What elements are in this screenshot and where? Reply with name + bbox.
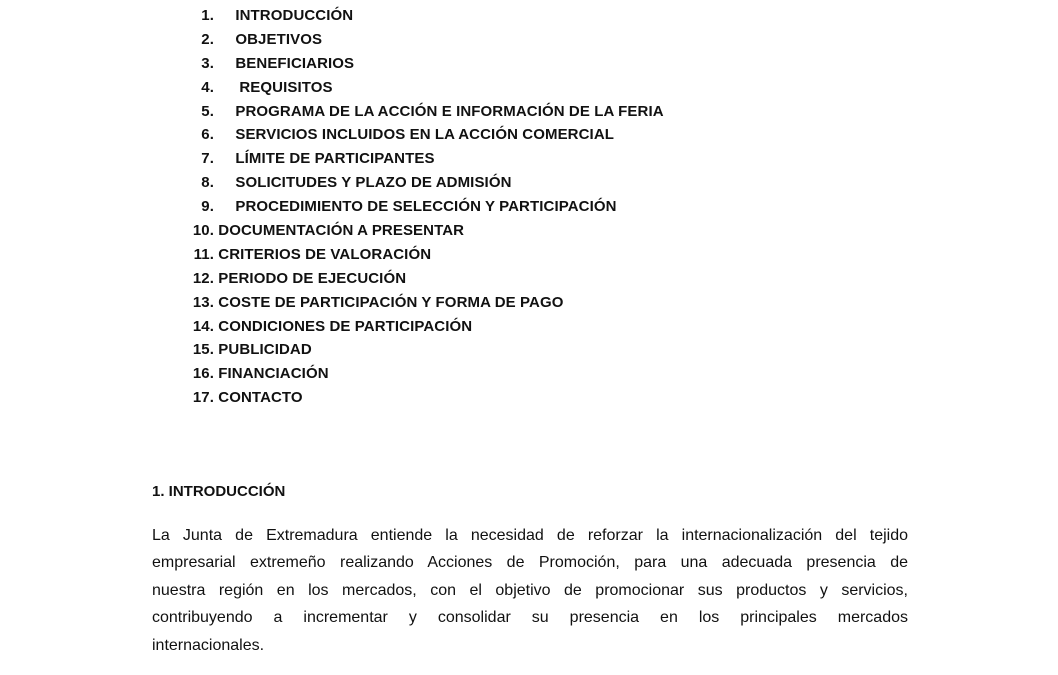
toc-item bbox=[152, 195, 664, 219]
toc-item bbox=[152, 147, 664, 171]
paragraph-line: internacionales. bbox=[152, 636, 265, 654]
toc-item-number: 5. bbox=[201, 102, 214, 120]
paragraph-line: nuestra región en los mercados, con el objetivo de promocionar sus productos y servicios, bbox=[152, 581, 908, 599]
toc-item bbox=[152, 219, 664, 243]
toc-item bbox=[152, 338, 664, 362]
toc-item-number: 7. bbox=[201, 150, 214, 168]
toc-item-label: BENEFICIARIOS bbox=[235, 54, 355, 72]
intro-paragraph bbox=[152, 522, 908, 659]
toc-item bbox=[152, 267, 664, 291]
toc-item-number: 12. bbox=[192, 269, 214, 287]
toc-item-number: 4. bbox=[201, 78, 214, 96]
toc-item bbox=[152, 362, 664, 386]
toc-item-number: 6. bbox=[201, 126, 214, 144]
toc-item-number: 9. bbox=[201, 198, 214, 216]
toc-item bbox=[152, 123, 664, 147]
toc-item bbox=[152, 386, 664, 410]
table-of-contents bbox=[152, 4, 664, 410]
toc-item bbox=[152, 100, 664, 124]
toc-item-label: INTRODUCCIÓN bbox=[235, 7, 354, 24]
toc-item-label: CONTACTO bbox=[218, 389, 303, 407]
toc-item-label: COSTE DE PARTICIPACIÓN Y FORMA DE PAGO bbox=[218, 293, 564, 311]
toc-item-label: SOLICITUDES Y PLAZO DE ADMISIÓN bbox=[235, 174, 512, 192]
toc-item-number: 16. bbox=[192, 365, 214, 383]
toc-item bbox=[152, 76, 664, 100]
toc-item-label: FINANCIACIÓN bbox=[218, 365, 329, 383]
toc-item-label: DOCUMENTACIÓN A PRESENTAR bbox=[218, 222, 465, 240]
toc-item-number: 3. bbox=[201, 54, 214, 72]
toc-item-number: 13. bbox=[192, 293, 214, 311]
toc-item-label: OBJETIVOS bbox=[235, 30, 323, 48]
toc-item-number: 11. bbox=[193, 245, 214, 263]
toc-item-label: PERIODO DE EJECUCIÓN bbox=[218, 269, 407, 287]
toc-item-label: CRITERIOS DE VALORACIÓN bbox=[218, 245, 432, 263]
section-heading: 1. INTRODUCCIÓN bbox=[152, 483, 286, 500]
toc-item-number: 10. bbox=[192, 222, 214, 240]
toc-item-label: CONDICIONES DE PARTICIPACIÓN bbox=[218, 317, 473, 335]
toc-item-label: LÍMITE DE PARTICIPANTES bbox=[235, 150, 435, 168]
toc-item bbox=[152, 28, 664, 52]
toc-item bbox=[152, 315, 664, 339]
toc-item-label: PROCEDIMIENTO DE SELECCIÓN Y PARTICIPACIÓN bbox=[235, 198, 617, 216]
toc-item-number: 14. bbox=[192, 317, 214, 335]
toc-item-number: 1. bbox=[201, 7, 214, 24]
toc-item-label: PUBLICIDAD bbox=[218, 341, 312, 359]
toc-item bbox=[152, 171, 664, 195]
toc-item bbox=[152, 243, 664, 267]
toc-item bbox=[152, 52, 664, 76]
paragraph-line: La Junta de Extremadura entiende la necesidad de reforzar la internacionalización del tejido bbox=[152, 527, 908, 544]
paragraph-line: empresarial extremeño realizando Acciones de Promoción, para una adecuada presencia de bbox=[152, 554, 908, 572]
toc-item-number: 17. bbox=[192, 389, 214, 407]
toc-item-number: 8. bbox=[201, 174, 214, 192]
toc-item-number: 2. bbox=[201, 30, 214, 48]
toc-item bbox=[152, 4, 664, 28]
toc-item-label: SERVICIOS INCLUIDOS EN LA ACCIÓN COMERCIAL bbox=[235, 126, 615, 144]
paragraph-line: contribuyendo a incrementar y consolidar su presencia en los principales mercados bbox=[152, 609, 908, 627]
toc-item bbox=[152, 291, 664, 315]
toc-item-label: PROGRAMA DE LA ACCIÓN E INFORMACIÓN DE LA FERIA bbox=[235, 102, 664, 120]
toc-item-number: 15. bbox=[192, 341, 214, 359]
toc-item-label: REQUISITOS bbox=[239, 78, 333, 96]
